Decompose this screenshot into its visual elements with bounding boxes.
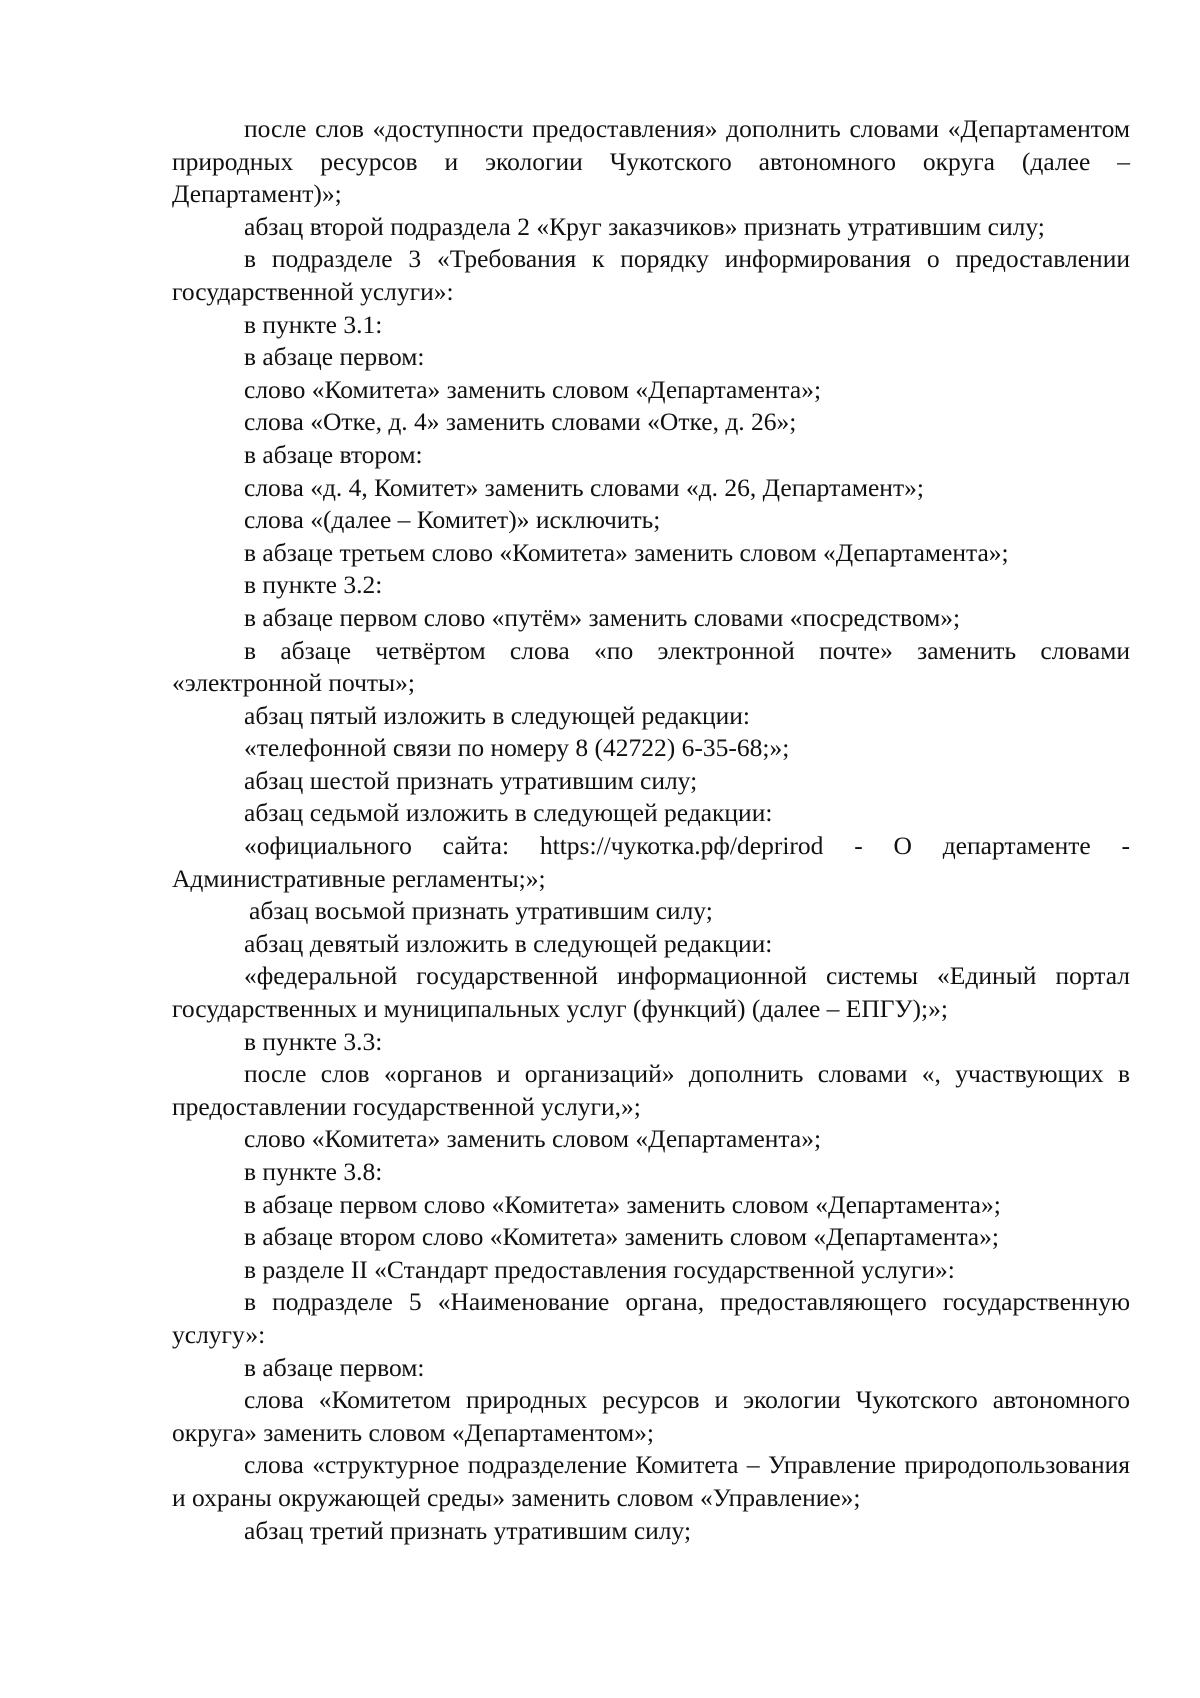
document-page [172,113,1130,1547]
paragraph: слово «Комитета» заменить словом «Департамента»; [244,1124,822,1154]
paragraph: в подразделе 3 «Требования к порядку информирования о предоставлении государственной услуги»: [172,244,1130,306]
paragraph: в абзаце третьем слово «Комитета» заменить словом «Департамента»; [244,537,1009,567]
paragraph: слова «(далее – Комитет)» исключить; [244,505,661,535]
paragraph: после слов «доступности предоставления» дополнить словами «Департаментом природных ресурсов и экологии Чукотского автономного округа (далее – Департамент)»; [172,114,1130,209]
paragraph: после слов «органов и организаций» дополнить словами «, участвующих в предоставлении государственной услуги,»; [172,1059,1130,1121]
paragraph: в абзаце первом: [244,342,425,372]
paragraph: слова «д. 4, Комитет» заменить словами «д. 26, Департамент»; [244,472,924,502]
paragraph: в абзаце первом слово «Комитета» заменить словом «Департамента»; [244,1189,1001,1219]
paragraph: абзац девятый изложить в следующей редакции: [244,928,773,958]
paragraph: абзац шестой признать утратившим силу; [244,765,698,795]
paragraph: абзац восьмой признать утратившим силу; [249,896,713,926]
paragraph: слова «Комитетом природных ресурсов и экологии Чукотского автономного округа» заменить словом «Департаментом»; [172,1385,1130,1447]
paragraph: в абзаце первом: [244,1352,425,1382]
paragraph: слова «структурное подразделение Комитета – Управление природопользования и охраны окружающей среды» заменить словом «Управление»; [172,1450,1130,1512]
paragraph: в разделе II «Стандарт предоставления государственной услуги»: [244,1254,955,1284]
paragraph: абзац третий признать утратившим силу; [244,1515,692,1545]
paragraph: в абзаце четвёртом слова «по электронной почте» заменить словами «электронной почты»; [172,635,1130,698]
paragraph: в абзаце втором слово «Комитета» заменить словом «Департамента»; [244,1222,999,1252]
paragraph: «официального сайта: https://чукотка.рф/deprirod - О департаменте - Административные регламенты;»; [172,831,1130,893]
paragraph: в подразделе 5 «Наименование органа, предоставляющего государственную услугу»: [172,1287,1130,1349]
paragraph: в пункте 3.8: [244,1157,383,1186]
paragraph: слово «Комитета» заменить словом «Департамента»; [244,374,822,404]
paragraph: в абзаце втором: [244,439,423,469]
paragraph: в пункте 3.2: [244,570,383,600]
paragraph: абзац седьмой изложить в следующей редакции: [244,798,773,828]
paragraph: в абзаце первом слово «путём» заменить словами «посредством»; [244,602,961,632]
paragraph: слова «Отке, д. 4» заменить словами «Отке, д. 26»; [244,407,797,437]
paragraph: абзац второй подраздела 2 «Круг заказчиков» признать утратившим силу; [244,211,1045,241]
paragraph: в пункте 3.3: [244,1026,383,1056]
paragraph: «федеральной государственной информационной системы «Единый портал государственных и муниципальных услуг (функций) (далее – ЕПГУ);»; [172,961,1130,1024]
paragraph: «телефонной связи по номеру 8 (42722) 6-35-68;»; [244,733,790,763]
paragraph: в пункте 3.1: [244,309,383,339]
paragraph: абзац пятый изложить в следующей редакции: [244,700,750,730]
